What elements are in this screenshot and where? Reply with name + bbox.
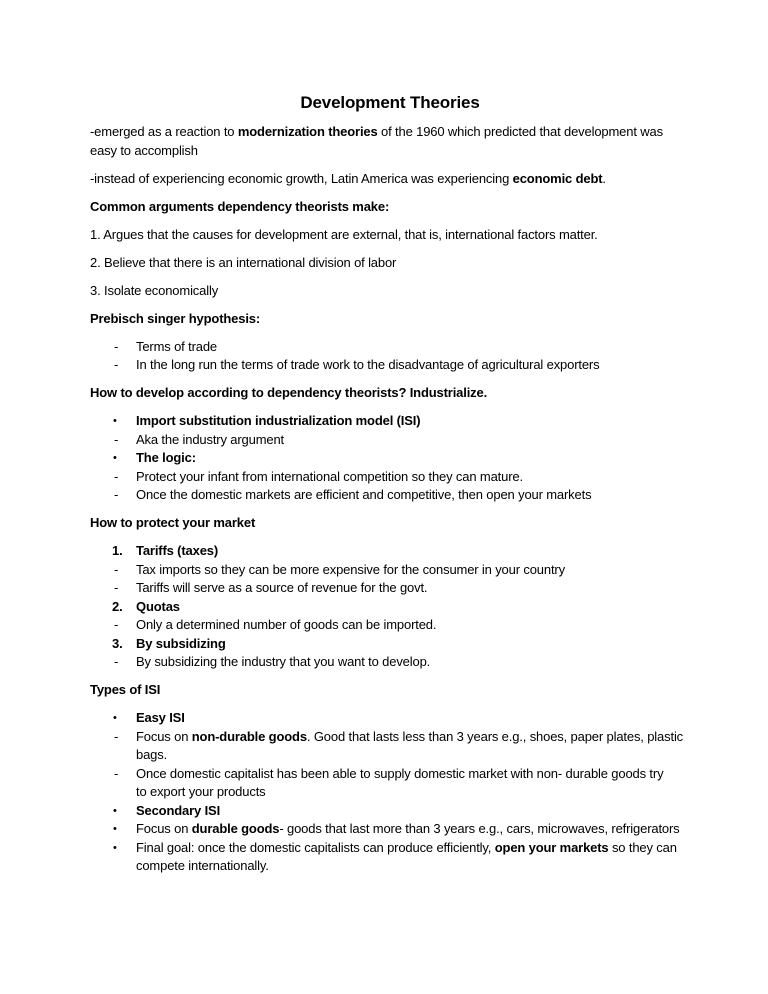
list-item-text <box>136 357 599 372</box>
dash-marker: - <box>114 561 119 577</box>
list-item <box>90 839 690 876</box>
list-item-text <box>136 487 591 502</box>
list-item-text <box>136 543 218 558</box>
bold-text: modernization theories <box>237 124 378 139</box>
list-item-text <box>136 840 677 874</box>
text-run: Tax imports so they can be more expensive for the consumer in your country <box>136 561 565 577</box>
list <box>90 542 690 672</box>
list-item <box>90 561 690 580</box>
section-heading: Types of ISI <box>90 682 161 697</box>
list-item-text <box>136 803 220 818</box>
section-heading: Common arguments dependency theorists make: <box>90 198 390 214</box>
dash-marker: - <box>114 765 119 781</box>
dash-marker: - <box>114 468 119 484</box>
text-run: of the 1960 which predicted that development was <box>377 124 663 139</box>
text-run: Once the domestic markets are efficient and competitive, then open your markets <box>136 487 592 502</box>
list-item-text <box>136 413 420 428</box>
text-run: 2. Believe that there is an international division of labor <box>90 254 397 270</box>
section-heading: How to develop according to dependency theorists? Industrialize. <box>90 385 488 400</box>
list-number: 3. <box>112 635 123 651</box>
list <box>90 709 690 876</box>
list-item-text <box>136 339 217 354</box>
dash-marker: - <box>114 338 119 354</box>
text-run: Aka the industry argument <box>136 431 284 447</box>
list-item-text <box>136 654 430 669</box>
bullet-icon: • <box>113 415 117 427</box>
dash-marker: - <box>114 728 119 744</box>
text-run: 3. Isolate economically <box>90 282 219 298</box>
bold-text: economic debt <box>512 170 603 186</box>
bullet-icon: • <box>113 452 117 464</box>
list-item <box>90 820 690 839</box>
list-item-text <box>136 729 683 763</box>
text-run: to export your products <box>136 784 266 799</box>
bold-text: open your markets <box>494 839 609 855</box>
paragraph <box>90 170 690 189</box>
document-title: Development Theories <box>300 93 480 112</box>
list-item <box>90 765 690 802</box>
text-run: - goods that last more than 3 years e.g., cars, microwaves, refrigerators <box>279 821 680 836</box>
list <box>90 338 690 375</box>
bullet-icon: • <box>113 841 117 854</box>
text-run: -instead of experiencing economic growth, Latin America was experiencing <box>90 170 513 186</box>
bold-text: By subsidizing <box>136 635 226 651</box>
list-item <box>90 468 690 487</box>
list-item <box>90 542 690 561</box>
list-item <box>90 579 690 598</box>
bullet-icon: • <box>113 823 117 835</box>
dash-marker: - <box>114 580 119 595</box>
text-run: Terms of trade <box>136 338 217 354</box>
paragraph <box>90 123 690 160</box>
bold-text: durable goods <box>191 821 280 836</box>
list-item <box>90 709 690 728</box>
dash-marker: - <box>114 487 119 502</box>
list-item <box>90 598 690 617</box>
list-number: 1. <box>112 543 123 558</box>
list-item-text <box>136 766 663 800</box>
text-run: . <box>602 170 606 186</box>
text-run: By subsidizing the industry that you want to develop. <box>136 654 431 669</box>
list-item <box>90 356 690 375</box>
dash-marker: - <box>114 617 119 632</box>
dash-marker: - <box>114 431 119 447</box>
list-item <box>90 635 690 654</box>
list-item-text <box>136 617 436 632</box>
list-item <box>90 338 690 357</box>
text-run: Protect your infant from international competition so they can mature. <box>136 468 523 484</box>
list-item <box>90 486 690 505</box>
text-run: -emerged as a reaction to <box>90 124 238 139</box>
bold-text: Quotas <box>136 598 180 614</box>
text-run: bags. <box>136 747 168 762</box>
list-number: 2. <box>112 598 123 614</box>
list-item <box>90 449 690 468</box>
list-item-text <box>136 599 180 614</box>
text-run: Focus on <box>136 821 192 836</box>
bold-text: Tariffs (taxes) <box>136 543 219 558</box>
dash-marker: - <box>114 357 119 372</box>
bold-text: The logic: <box>136 450 196 465</box>
list-item <box>90 653 690 672</box>
list-item-text <box>136 580 427 595</box>
bold-text: non-durable goods <box>191 728 307 744</box>
text-run: Tariffs will serve as a source of revenue for the govt. <box>136 580 428 595</box>
text-run: Once domestic capitalist has been able to supply domestic market with non- durable goods try <box>136 765 664 781</box>
bold-text: Easy ISI <box>136 710 185 725</box>
section-heading: How to protect your market <box>90 515 256 530</box>
paragraph <box>90 254 690 273</box>
paragraph <box>90 226 690 245</box>
text-run: In the long run the terms of trade work to the disadvantage of agricultural exporters <box>136 357 600 372</box>
bold-text: Import substitution industrialization model (ISI) <box>136 413 421 428</box>
list-item-text <box>136 710 185 725</box>
text-run: Focus on <box>136 728 192 744</box>
document-page <box>90 92 690 885</box>
list-item-text <box>136 562 565 577</box>
list-item-text <box>136 636 226 651</box>
bullet-icon: • <box>113 712 117 724</box>
list <box>90 412 690 505</box>
list-item <box>90 728 690 765</box>
list-item <box>90 431 690 450</box>
list-item-text <box>136 450 196 465</box>
section-heading: Prebisch singer hypothesis: <box>90 310 261 326</box>
list-item <box>90 412 690 431</box>
paragraph <box>90 282 690 301</box>
text-run: Final goal: once the domestic capitalists can produce efficiently, <box>136 839 495 855</box>
bold-text: Secondary ISI <box>136 802 221 818</box>
list-item-text <box>136 432 284 447</box>
text-run: . Good that lasts less than 3 years e.g., shoes, paper plates, plastic <box>306 728 684 744</box>
text-run: Only a determined number of goods can be imported. <box>136 617 437 632</box>
list-item-text <box>136 469 523 484</box>
dash-marker: - <box>114 654 119 669</box>
text-run: easy to accomplish <box>90 142 198 158</box>
document-body <box>90 123 690 876</box>
text-run: so they can <box>608 839 677 855</box>
list-item-text <box>136 821 680 836</box>
text-run: compete internationally. <box>136 858 269 873</box>
text-run: 1. Argues that the causes for development are external, that is, international factors matter. <box>90 226 598 242</box>
list-item <box>90 616 690 635</box>
bullet-icon: • <box>113 804 117 817</box>
list-item <box>90 802 690 821</box>
